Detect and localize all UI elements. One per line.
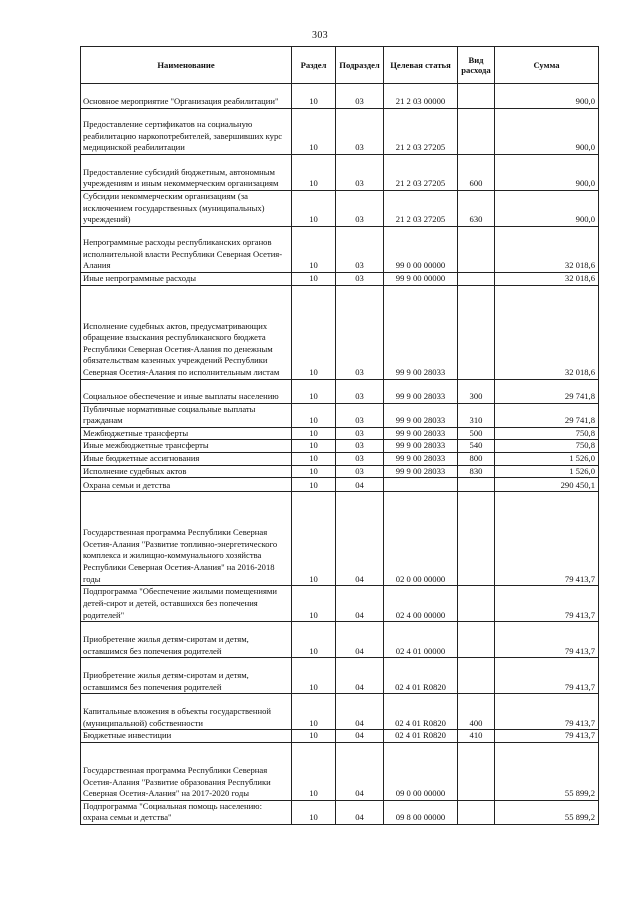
cell-podrazdel: 04 [336,694,384,730]
table-row [81,285,599,379]
cell-vid [458,586,495,622]
cell-vid [458,658,495,694]
cell-razdel: 10 [292,800,336,824]
cell-summa: 79 413,7 [495,694,599,730]
cell-statya: 99 9 00 28033 [384,403,458,427]
cell-statya: 02 4 01 00000 [384,622,458,658]
cell-name: Иные межбюджетные трансферты [81,440,292,453]
table-row [81,84,599,109]
table-row [81,492,599,586]
cell-summa: 1 526,0 [495,452,599,465]
cell-name: Публичные нормативные социальные выплаты гражданам [81,403,292,427]
cell-name: Межбюджетные трансферты [81,427,292,440]
header-vid: Вид расхода [458,47,495,84]
table-row [81,622,599,658]
cell-razdel: 10 [292,427,336,440]
cell-razdel: 10 [292,694,336,730]
cell-summa: 290 450,1 [495,478,599,492]
cell-name: Приобретение жилья детям-сиротам и детям, оставшимся без попечения родителей [81,658,292,694]
cell-name: Приобретение жилья детям-сиротам и детям, оставшимся без попечения родителей [81,622,292,658]
cell-name: Предоставление субсидий бюджетным, автономным учреждениям и иным некоммерческим организациям [81,155,292,191]
cell-statya: 99 9 00 28033 [384,452,458,465]
cell-vid: 800 [458,452,495,465]
cell-podrazdel: 04 [336,586,384,622]
cell-statya: 99 9 00 28033 [384,285,458,379]
cell-name: Охрана семьи и детства [81,478,292,492]
cell-name: Иные бюджетные ассигнования [81,452,292,465]
cell-vid [458,227,495,273]
cell-vid: 310 [458,403,495,427]
cell-podrazdel: 03 [336,403,384,427]
table-row [81,427,599,440]
cell-vid: 600 [458,155,495,191]
cell-summa: 750,8 [495,427,599,440]
cell-razdel: 10 [292,622,336,658]
cell-summa: 55 899,2 [495,800,599,824]
cell-podrazdel: 03 [336,273,384,286]
table-header-row [81,47,599,84]
cell-summa: 900,0 [495,109,599,155]
cell-razdel: 10 [292,155,336,191]
cell-podrazdel: 04 [336,658,384,694]
cell-statya: 02 4 01 R0820 [384,730,458,743]
header-summa: Сумма [495,47,599,84]
cell-razdel: 10 [292,191,336,227]
cell-podrazdel: 03 [336,109,384,155]
cell-vid: 630 [458,191,495,227]
cell-razdel: 10 [292,227,336,273]
cell-summa: 79 413,7 [495,730,599,743]
cell-statya: 21 2 03 00000 [384,84,458,109]
cell-name: Субсидии некоммерческим организациям (за исключением государственных (муниципальных) учреждений) [81,191,292,227]
table-row [81,730,599,743]
cell-statya: 99 9 00 28033 [384,427,458,440]
cell-vid: 400 [458,694,495,730]
cell-vid: 540 [458,440,495,453]
cell-podrazdel: 04 [336,800,384,824]
cell-name: Капитальные вложения в объекты государственной (муниципальной) собственности [81,694,292,730]
table-row [81,586,599,622]
table-row [81,742,599,800]
cell-summa: 750,8 [495,440,599,453]
cell-summa: 900,0 [495,155,599,191]
cell-summa: 79 413,7 [495,492,599,586]
table-row [81,191,599,227]
cell-name: Предоставление сертификатов на социальную реабилитацию наркопотребителей, завершивших курс медицинской реабилитации [81,109,292,155]
header-name: Наименование [81,47,292,84]
table-row [81,478,599,492]
cell-name: Государственная программа Республики Северная Осетия-Алания "Развитие топливно-энергетического комплекса и жилищно-коммунального хозяйства Республики Северная Осетия-Алания" на 2016-2018 годы [81,492,292,586]
cell-statya: 09 8 00 00000 [384,800,458,824]
cell-statya: 99 0 00 00000 [384,227,458,273]
cell-razdel: 10 [292,452,336,465]
cell-statya: 21 2 03 27205 [384,109,458,155]
cell-razdel: 10 [292,586,336,622]
cell-name: Подпрограмма "Обеспечение жилыми помещениями детей-сирот и детей, оставшихся без попечения родителей" [81,586,292,622]
cell-vid: 830 [458,465,495,478]
cell-summa: 900,0 [495,191,599,227]
table-row [81,465,599,478]
cell-vid: 300 [458,379,495,403]
cell-vid: 500 [458,427,495,440]
cell-name: Социальное обеспечение и иные выплаты населению [81,379,292,403]
cell-vid [458,109,495,155]
cell-statya: 21 2 03 27205 [384,155,458,191]
cell-summa: 900,0 [495,84,599,109]
cell-statya: 21 2 03 27205 [384,191,458,227]
table-row [81,155,599,191]
cell-razdel: 10 [292,84,336,109]
cell-statya: 99 9 00 28033 [384,379,458,403]
table-body [81,84,599,825]
table-row [81,800,599,824]
header-podrazdel: Подраздел [336,47,384,84]
cell-vid [458,273,495,286]
cell-summa: 79 413,7 [495,586,599,622]
cell-name: Основное мероприятие "Организация реабилитации" [81,84,292,109]
cell-statya: 99 9 00 28033 [384,465,458,478]
cell-statya: 09 0 00 00000 [384,742,458,800]
cell-podrazdel: 03 [336,285,384,379]
cell-statya: 99 9 00 28033 [384,440,458,453]
cell-summa: 55 899,2 [495,742,599,800]
cell-name: Непрограммные расходы республиканских органов исполнительной власти Республики Северная Осетия-Алания [81,227,292,273]
cell-podrazdel: 03 [336,227,384,273]
cell-razdel: 10 [292,492,336,586]
table-row [81,452,599,465]
cell-razdel: 10 [292,742,336,800]
cell-razdel: 10 [292,273,336,286]
cell-name: Исполнение судебных актов [81,465,292,478]
cell-vid [458,285,495,379]
cell-vid: 410 [458,730,495,743]
cell-summa: 32 018,6 [495,285,599,379]
cell-summa: 79 413,7 [495,622,599,658]
cell-podrazdel: 03 [336,84,384,109]
cell-podrazdel: 03 [336,191,384,227]
cell-podrazdel: 03 [336,452,384,465]
cell-vid [458,742,495,800]
cell-statya: 02 4 00 00000 [384,586,458,622]
cell-vid [458,478,495,492]
cell-statya [384,478,458,492]
cell-statya: 02 4 01 R0820 [384,658,458,694]
table-row [81,109,599,155]
cell-razdel: 10 [292,730,336,743]
cell-razdel: 10 [292,403,336,427]
cell-podrazdel: 03 [336,379,384,403]
cell-statya: 02 0 00 00000 [384,492,458,586]
table-row [81,403,599,427]
cell-podrazdel: 03 [336,465,384,478]
cell-summa: 29 741,8 [495,403,599,427]
cell-podrazdel: 03 [336,440,384,453]
cell-podrazdel: 03 [336,427,384,440]
table-row [81,227,599,273]
cell-podrazdel: 04 [336,622,384,658]
table-row [81,273,599,286]
table-row [81,694,599,730]
cell-podrazdel: 04 [336,730,384,743]
cell-podrazdel: 04 [336,742,384,800]
cell-vid [458,492,495,586]
cell-statya: 02 4 01 R0820 [384,694,458,730]
cell-razdel: 10 [292,658,336,694]
page-number: 303 [312,30,328,41]
cell-vid [458,84,495,109]
table-row [81,379,599,403]
cell-summa: 79 413,7 [495,658,599,694]
cell-name: Исполнение судебных актов, предусматривающих обращение взыскания республиканского бюджета Республики Северная Осетия-Алания по денежным обязательствам казенных учреждений Республики Северная Осетия-Алания по исполнительным листам [81,285,292,379]
table-row [81,658,599,694]
header-razdel: Раздел [292,47,336,84]
table-row [81,440,599,453]
header-statya: Целевая статья [384,47,458,84]
cell-summa: 32 018,6 [495,227,599,273]
cell-vid [458,622,495,658]
cell-podrazdel: 04 [336,492,384,586]
cell-razdel: 10 [292,478,336,492]
cell-name: Государственная программа Республики Северная Осетия-Алания "Развитие образования Республики Северная Осетия-Алания" на 2017-2020 годы [81,742,292,800]
cell-summa: 1 526,0 [495,465,599,478]
cell-razdel: 10 [292,379,336,403]
cell-name: Бюджетные инвестиции [81,730,292,743]
cell-podrazdel: 04 [336,478,384,492]
cell-summa: 29 741,8 [495,379,599,403]
cell-vid [458,800,495,824]
cell-razdel: 10 [292,109,336,155]
cell-razdel: 10 [292,285,336,379]
cell-name: Иные непрограммные расходы [81,273,292,286]
budget-table [80,46,599,825]
cell-razdel: 10 [292,440,336,453]
cell-podrazdel: 03 [336,155,384,191]
cell-summa: 32 018,6 [495,273,599,286]
cell-razdel: 10 [292,465,336,478]
cell-statya: 99 9 00 00000 [384,273,458,286]
cell-name: Подпрограмма "Социальная помощь населению: охрана семьи и детства" [81,800,292,824]
